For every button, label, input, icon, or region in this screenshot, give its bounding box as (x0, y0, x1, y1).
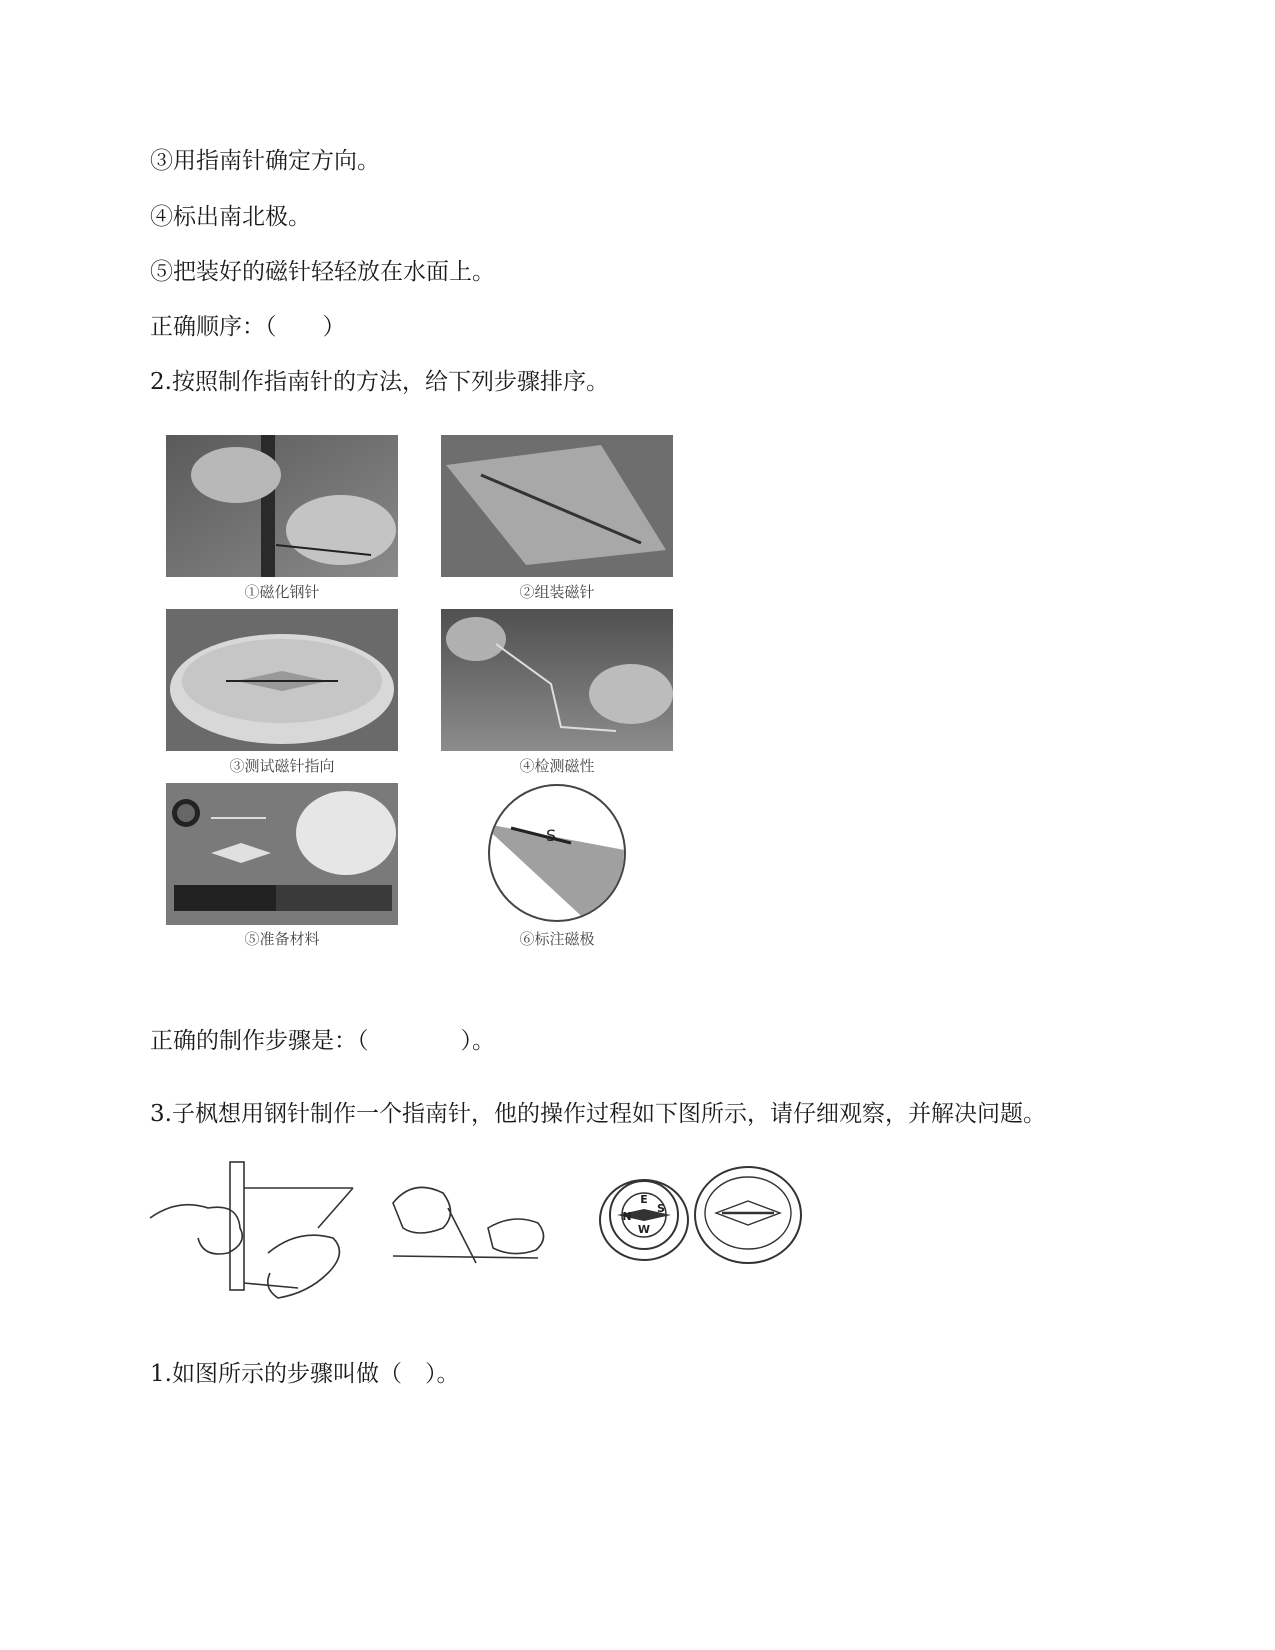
photo-check-magnetism (441, 609, 673, 751)
q1-answer-blank: 正确顺序：（ ） (150, 314, 346, 340)
q2-answer-blank: 正确的制作步骤是：（ ）。 (150, 1028, 495, 1054)
caption-3: ③测试磁针指向 (229, 757, 335, 775)
step-4-text: ④标出南北极。 (150, 204, 311, 230)
caption-5: ⑤准备材料 (244, 930, 320, 948)
caption-4: ④检测磁性 (519, 757, 595, 775)
caption-6: ⑥标注磁极 (519, 930, 595, 948)
caption-2: ②组装磁针 (519, 583, 595, 601)
q2-prompt: 2.按照制作指南针的方法，给下列步骤排序。 (150, 369, 609, 395)
compass-letter-n: N (622, 1210, 632, 1223)
step-5-text: ⑤把装好的磁针轻轻放在水面上。 (150, 259, 495, 285)
step-3-text: ③用指南针确定方向。 (150, 148, 380, 174)
photo-test-direction (166, 609, 398, 751)
drawing-water-dish (692, 1163, 804, 1269)
photo-prepare-materials (166, 783, 398, 925)
photo-magnetize-needle (166, 435, 398, 577)
photo-mark-poles (441, 783, 673, 925)
drawing-test-needle (388, 1158, 558, 1292)
drawing-compass (597, 1165, 691, 1269)
q3-subquestion-1: 1.如图所示的步骤叫做（ ）。 (150, 1361, 460, 1387)
compass-letter-w: W (637, 1223, 651, 1236)
caption-1: ①磁化钢针 (244, 583, 320, 601)
q3-prompt: 3.子枫想用钢针制作一个指南针，他的操作过程如下图所示，请仔细观察，并解决问题。 (150, 1101, 1046, 1127)
compass-letter-e: E (640, 1193, 648, 1206)
drawing-magnetize (148, 1158, 358, 1312)
compass-letter-s: S (657, 1202, 665, 1215)
photo-assemble-needle (441, 435, 673, 577)
pole-mark-s: S (546, 826, 557, 845)
